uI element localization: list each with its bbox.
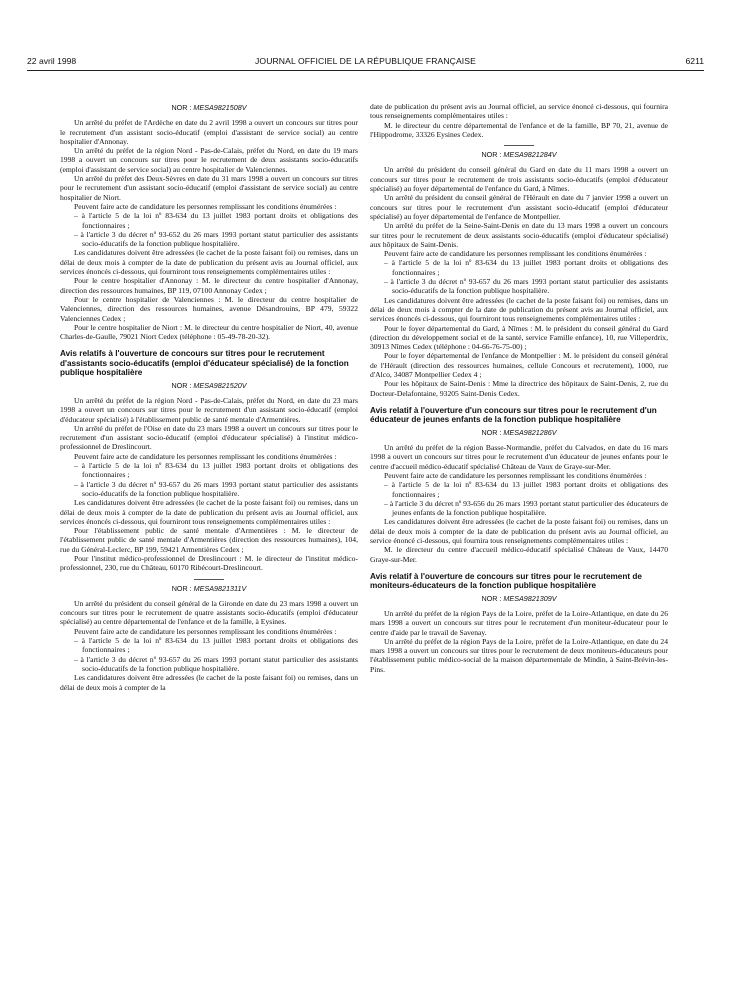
paragraph: Un arrêté du préfet de la Seine-Saint-Denis en date du 13 mars 1998 a ouvert un concours sur titres pour le recrutement de deux assistants socio-éducatifs (emploi d'éducateur spécialisé) aux hôpitaux de Saint-Denis.: [370, 221, 668, 249]
paragraph: Peuvent faire acte de candidature les personnes remplissant les conditions énumérées :: [74, 451, 337, 461]
nor-reference: [370, 150, 668, 159]
condition-item: – à l'article 3 du décret nº 93-656 du 26 mars 1993 portant statut particulier des éducateurs de jeunes enfants de la fonction publique hospitalière.: [384, 498, 668, 518]
condition-item: – à l'article 3 du décret nº 93-657 du 26 mars 1993 portant statut particulier des assistants socio-éducatifs de la fonction publique hospitalière.: [384, 277, 668, 296]
nor-label: NOR :: [481, 427, 504, 437]
paragraph: Pour le foyer départemental du Gard, à Nîmes : M. le président du conseil général du Gard (direction du développement social et de la santé, service Famille enfance), 10, rue Villeperdrix, 30913 Nîmes Cedex (téléphone : 04-66-76-75-00) ;: [370, 323, 668, 352]
paragraph: Les candidatures doivent être adressées (le cachet de la poste faisant foi) ou remises, dans un délai de deux mois à compter de la date de publication du présent avis au Journal officiel, aux services énoncés ci-dessous, qui fourniront tous renseignements complémentaires utiles :: [370, 295, 668, 324]
nor-reference: [370, 428, 668, 437]
nor-code: MESA9821286V: [503, 427, 557, 437]
paragraph: M. le directeur du centre départemental de l'enfance et de la famille, BP 70, 21, avenue de l'Hippodrome, 33326 Eysines Cedex.: [370, 120, 668, 139]
paragraph: Un arrêté du préfet de la région Nord - Pas-de-Calais, préfet du Nord, en date du 23 mars 1998 a ouvert un concours sur titres pour le recrutement d'un assistant socio-éducatif (emploi d'éducateur spécialisé) à l'établissement public de santé mentale d'Armentières.: [60, 395, 358, 424]
nor-label: NOR :: [171, 583, 194, 593]
section-separator: [194, 579, 224, 580]
condition-item: – à l'article 5 de la loi nº 83-634 du 13 juillet 1983 portant droits et obligations des fonctionnaires ;: [74, 461, 358, 480]
notice-heading: Avis relatif à l'ouverture de concours sur titres pour le recrutement de moniteurs-éducateurs de la fonction publique hospitalière: [370, 571, 642, 591]
notice-heading: Avis relatif à l'ouverture d'un concours sur titres pour le recrutement d'un éducateur de jeunes enfants de la fonction publique hospitalière: [370, 405, 657, 425]
nor-label: NOR :: [481, 593, 504, 603]
paragraph: Un arrêté du président du conseil général de l'Hérault en date du 7 janvier 1998 a ouvert un concours sur titres pour le recrutement d'un assistant socio-éducatif (emploi d'éducateur spécialisé) au foyer départemental de l'enfance de Montpellier.: [370, 193, 668, 221]
section-separator: [504, 145, 534, 146]
condition-item: – à l'article 5 de la loi nº 83-634 du 13 juillet 1983 portant droits et obligations des fonctionnaires ;: [384, 480, 668, 499]
condition-item: – à l'article 5 de la loi nº 83-634 du 13 juillet 1983 portant droits et obligations des fonctionnaires ;: [384, 258, 668, 277]
paragraph: Un arrêté du préfet des Deux-Sèvres en date du 31 mars 1998 a ouvert un concours sur titres pour le recrutement d'un assistant socio-éducatif (emploi d'assistant de service social) au centre hospitalier de Niort.: [60, 174, 358, 202]
paragraph: Pour l'établissement public de santé mentale d'Armentières : M. le directeur de l'établissement public de santé mentale d'Armentières (direction des ressources humaines), 104, rue du Général-Leclerc, BP 199, 59421 Armentières Cedex ;: [60, 526, 358, 554]
nor-label: NOR :: [481, 150, 504, 160]
nor-code: MESA9821311V: [193, 583, 247, 593]
left-column: [60, 100, 358, 692]
condition-item: – à l'article 5 de la loi nº 83-634 du 13 juillet 1983 portant droits et obligations des fonctionnaires ;: [74, 636, 358, 655]
paragraph: Pour l'institut médico-professionnel de Dreslincourt : M. le directeur de l'institut médico-professionnel, 230, rue du Château, 60170 Ribécourt-Dreslincourt.: [60, 553, 358, 573]
journal-title: JOURNAL OFFICIEL DE LA RÉPUBLIQUE FRANÇAISE: [255, 56, 476, 66]
paragraph: date de publication du présent avis au Journal officiel, au service énoncé ci-dessous, qui fournira tous renseignements complémentaires utiles :: [370, 102, 668, 121]
nor-reference: [370, 594, 668, 603]
condition-item: – à l'article 3 du décret nº 93-657 du 26 mars 1993 portant statut particulier des assistants socio-éducatifs de la fonction publique hospitalière.: [74, 654, 358, 673]
paragraph: Un arrêté du président du conseil général du Gard en date du 11 mars 1998 a ouvert un concours sur titres pour le recrutement de trois assistants socio-éducatifs (emploi d'éducateur spécialisé) au foyer départemental de l'enfance du Gard, à Nîmes.: [370, 165, 668, 194]
nor-reference: [60, 381, 358, 390]
paragraph: Un arrêté du préfet de l'Ardèche en date du 2 avril 1998 a ouvert un concours sur titres pour le recrutement d'un assistant socio-éducatif (emploi d'assistant de service social) au centre hospitalier d'Annonay.: [60, 118, 358, 146]
paragraph: Les candidatures doivent être adressées (le cachet de la poste faisant foi) ou remises, dans un délai de deux mois à compter de la date de publication du présent avis au Journal officiel, au service énoncé ci-dessous, qui fournira tous renseignements complémentaires utiles :: [370, 517, 668, 545]
paragraph: Peuvent faire acte de candidature les personnes remplissant les conditions énumérées :: [384, 470, 647, 480]
paragraph: Pour le centre hospitalier d'Annonay : M. le directeur du centre hospitalier d'Annonay, direction des ressources humaines, BP 119, 07100 Annonay Cedex ;: [60, 276, 358, 295]
paragraph: Pour le foyer départemental de l'enfance de Montpellier : M. le président du conseil général de l'Hérault (direction des ressources humaines, cellule Concours et recrutement), 1000, rue d'Alco, 34087 Montpellier Cedex 4 ;: [370, 351, 668, 380]
paragraph: Les candidatures doivent être adressées (le cachet de la poste faisant foi) ou remises, dans un délai de deux mois à compter de la date de publication du présent avis au Journal officiel, aux services énoncés ci-dessous, qui fourniront tous renseignements complémentaires utiles :: [60, 248, 358, 277]
nor-code: MESA9821309V: [503, 593, 557, 603]
paragraph: Peuvent faire acte de candidature les personnes remplissant les conditions énumérées :: [74, 626, 337, 636]
condition-item: – à l'article 5 de la loi nº 83-634 du 13 juillet 1983 portant droits et obligations des fonctionnaires ;: [74, 211, 358, 230]
nor-code: MESA9821284V: [503, 150, 557, 160]
header-rule: [27, 70, 704, 71]
nor-label: NOR :: [171, 380, 194, 390]
nor-code: MESA9821520V: [193, 380, 247, 390]
paragraph: M. le directeur du centre d'accueil médico-éducatif spécialisé Château de Vaux, 14470 Graye-sur-Mer.: [370, 545, 668, 564]
paragraph: Les candidatures doivent être adressées (le cachet de la poste faisant foi) ou remises, dans un délai de deux mois à compter de la date de publication du présent avis au Journal officiel, aux services énoncés ci-dessous, qui fourniront tous renseignements complémentaires utiles :: [60, 498, 358, 526]
header-date: 22 avril 1998: [27, 56, 77, 66]
paragraph: Un arrêté du préfet de l'Oise en date du 23 mars 1998 a ouvert un concours sur titres pour le recrutement d'un assistant socio-éducatif (emploi d'éducateur spécialisé) à l'institut médico-professionnel de Dreslincourt.: [60, 423, 358, 452]
paragraph: Les candidatures doivent être adressées (le cachet de la poste faisant foi) ou remises, dans un délai de deux mois à compter de la: [60, 673, 358, 692]
paragraph: Peuvent faire acte de candidature les personnes remplissant les conditions énumérées :: [384, 249, 647, 259]
paragraph: Un arrêté du préfet de la région Pays de la Loire, préfet de la Loire-Atlantique, en date du 26 mars 1998 a ouvert un concours sur titres pour le recrutement d'un moniteur-éducateur pour le centre d'aide par le travail de Savenay.: [370, 608, 668, 637]
paragraph: Un arrêté du préfet de la région Nord - Pas-de-Calais, préfet du Nord, en date du 19 mars 1998 a ouvert un concours sur titres pour le recrutement de deux assistants socio-éducatifs (emploi d'assistant de service social) au centre hospitalier de Valenciennes.: [60, 146, 358, 174]
paragraph: Pour le centre hospitalier de Valenciennes : M. le directeur du centre hospitalier de Valenciennes, direction des ressources humaines, avenue Désandrouins, BP 479, 59322 Valenciennes Cedex ;: [60, 294, 358, 323]
paragraph: Un arrêté du préfet de la région Pays de la Loire, préfet de la Loire-Atlantique, en date du 24 mars 1998 a ouvert un concours sur titres pour le recrutement de deux moniteurs-éducateurs pour l'établissement public médico-social de la maison départementale de Mindin, à Saint-Brévin-les-Pins.: [370, 636, 668, 674]
notice-heading: Avis relatifs à l'ouverture de concours sur titres pour le recrutement d'assistants socio-éducatifs (emploi d'éducateur spécialisé) de la fonction publique hospitalière: [60, 349, 349, 378]
nor-reference: [60, 103, 358, 112]
condition-item: – à l'article 3 du décret nº 93-652 du 26 mars 1993 portant statut particulier des assistants socio-éducatifs de la fonction publique hospitalière.: [74, 229, 358, 249]
page-header: [27, 56, 704, 70]
paragraph: Un arrêté du président du conseil général de la Gironde en date du 23 mars 1998 a ouvert un concours sur titres pour le recrutement de quatre assistants socio-éducatifs (emploi d'éducateur spécialisé) au centre départemental de l'enfance et de la famille, à Eysines.: [60, 598, 358, 627]
paragraph: Peuvent faire acte de candidature les personnes remplissant les conditions énumérées :: [74, 201, 337, 211]
paragraph: Pour le centre hospitalier de Niort : M. le directeur du centre hospitalier de Niort, 40, avenue Charles-de-Gaulle, 79021 Niort Cedex (téléphone : 05-49-78-20-32).: [60, 322, 358, 342]
paragraph: Un arrêté du préfet de la région Basse-Normandie, préfet du Calvados, en date du 16 mars 1998 a ouvert un concours sur titres pour le recrutement d'un éducateur de jeunes enfants pour le centre d'accueil médico-éducatif spécialisé Château de Vaux de Graye-sur-Mer.: [370, 443, 668, 471]
nor-code: MESA9821508V: [193, 103, 247, 112]
paragraph: Pour les hôpitaux de Saint-Denis : Mme la directrice des hôpitaux de Saint-Denis, 2, rue du Docteur-Delafontaine, 93205 Saint-Denis Cedex.: [370, 379, 668, 398]
nor-reference: [60, 584, 358, 593]
page-number: 6211: [685, 56, 704, 66]
condition-item: – à l'article 3 du décret nº 93-657 du 26 mars 1993 portant statut particulier des assistants socio-éducatifs de la fonction publique hospitalière.: [74, 479, 358, 498]
nor-label: NOR :: [171, 103, 194, 112]
right-column: [370, 102, 668, 674]
